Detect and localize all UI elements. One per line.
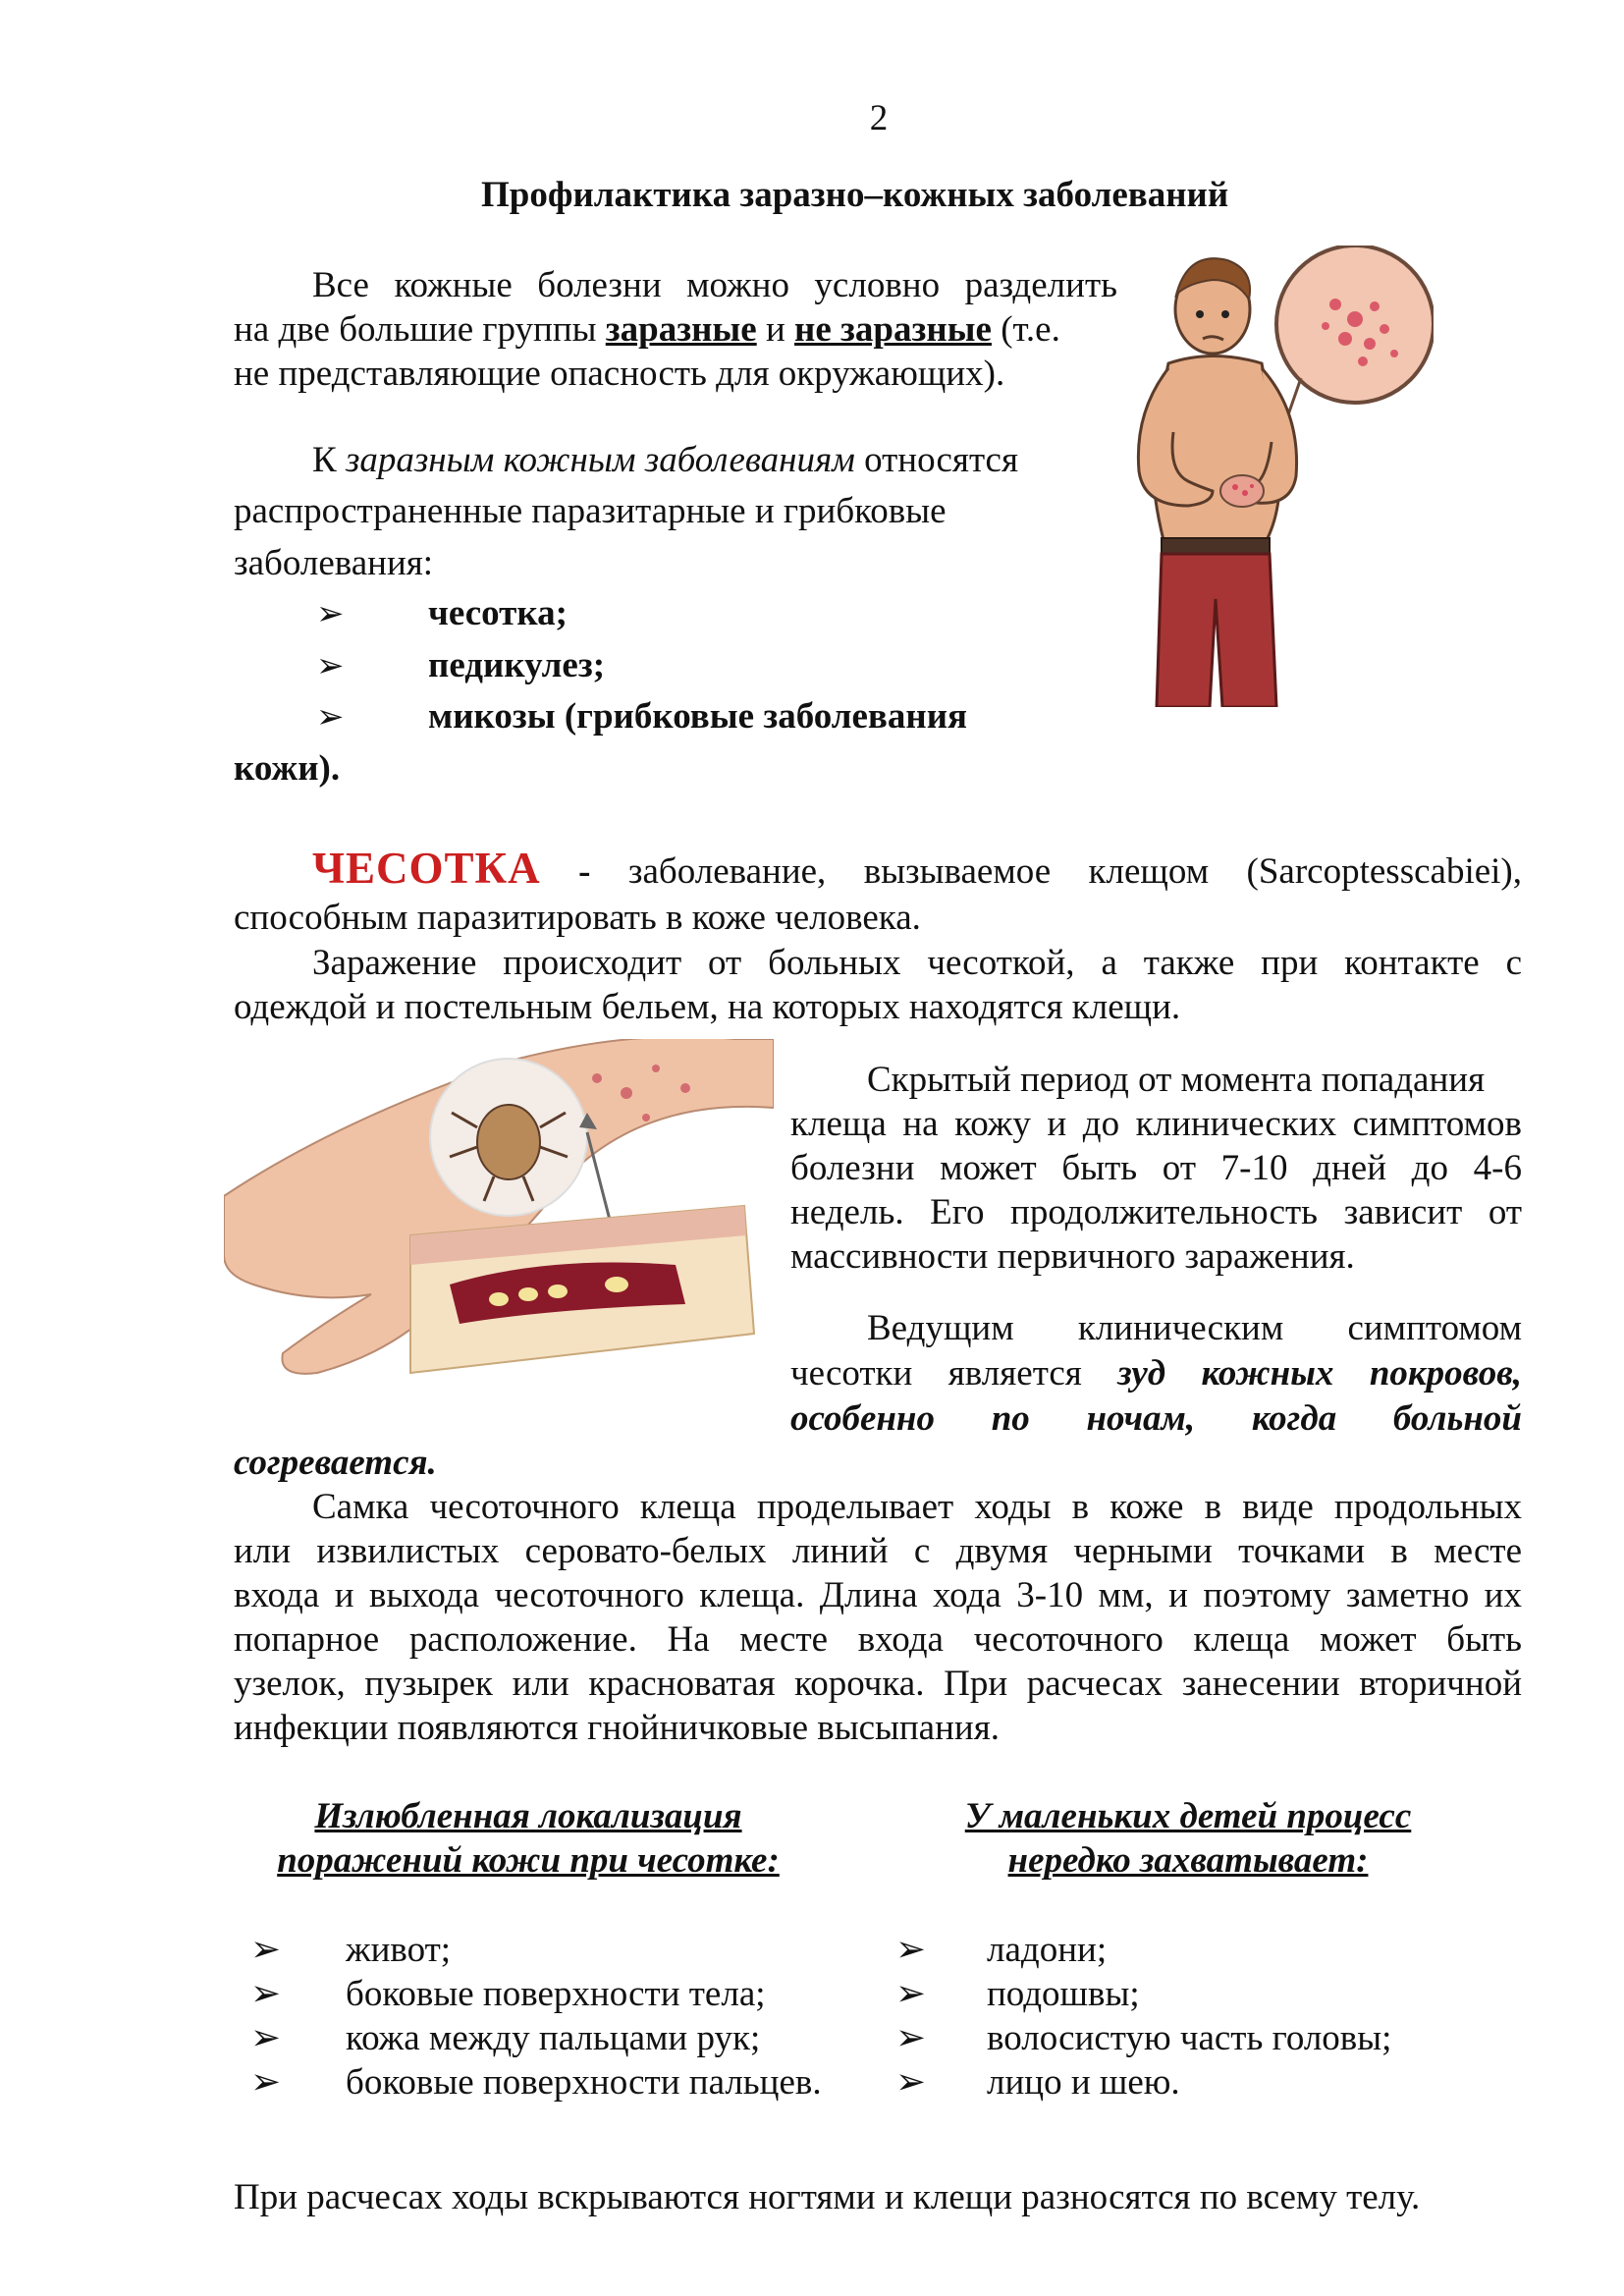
symptom-line-4: согревается. xyxy=(234,1443,437,1483)
scabies-term: ЧЕСОТКА xyxy=(312,844,541,893)
noncontagious-word: не заразные xyxy=(794,309,992,350)
female-line-6: инфекции появляются гнойничковые высыпания. xyxy=(234,1708,1000,1748)
arrow-bullet-icon: ➢ xyxy=(895,2018,927,2058)
latent-line-4: недель. Его продолжительность зависит от xyxy=(790,1192,1522,1232)
symptom-line-2: чесотки является зуд кожных покровов, xyxy=(790,1353,1522,1394)
latent-line-5: массивности первичного заражения. xyxy=(790,1236,1355,1277)
list-item: лицо и шею. xyxy=(987,2062,1180,2103)
intro-line-2: на две большие группы заразные и не заразные (т.е. xyxy=(234,309,1060,350)
female-line-2: или извилистых серовато-белых линий с двумя черными точками в месте xyxy=(234,1531,1522,1571)
contagious-word: заразные xyxy=(605,309,757,350)
symptom-line-3: особенно по ночам, когда больной xyxy=(790,1398,1522,1439)
intro2-line-2: распространенные паразитарные и грибковые xyxy=(234,491,947,531)
list-item-tail: кожи). xyxy=(234,748,341,789)
localization-header-left: Излюбленная локализация поражений кожи при чесотке: xyxy=(277,1796,780,1881)
arrow-bullet-icon: ➢ xyxy=(250,1974,282,2014)
infection-line-1: Заражение происходит от больных чесоткой, а также при контакте с xyxy=(312,943,1522,983)
arrow-bullet-icon: ➢ xyxy=(250,2062,282,2103)
symptom-line-1: Ведущим клиническим симптомом xyxy=(867,1308,1522,1348)
arrow-bullet-icon: ➢ xyxy=(316,648,345,684)
list-item: подошвы; xyxy=(987,1974,1140,2014)
arrow-bullet-icon: ➢ xyxy=(316,596,345,632)
list-item xyxy=(316,694,345,739)
arrow-bullet-icon: ➢ xyxy=(316,699,345,736)
list-item-label: педикулез; xyxy=(428,645,606,685)
list-item: боковые поверхности пальцев. xyxy=(346,2062,822,2103)
latent-line-3: болезни может быть от 7-10 дней до 4-6 xyxy=(790,1148,1522,1188)
scabies-definition-line-2: способным паразитировать в коже человека. xyxy=(234,898,921,938)
list-item: ладони; xyxy=(987,1930,1108,1970)
female-line-5: узелок, пузырек или красноватая корочка. При расчесах занесении вторичной xyxy=(234,1664,1522,1704)
intro2-line-1: К заразным кожным заболеваниям относятся xyxy=(312,440,1019,480)
man-rash-illustration xyxy=(1129,246,1434,707)
female-line-3: входа и выхода чесоточного клеща. Длина хода 3-10 мм, и поэтому заметно их xyxy=(234,1575,1522,1615)
intro-line-1: Все кожные болезни можно условно разделить xyxy=(312,265,1117,305)
list-item xyxy=(316,591,345,636)
list-item: боковые поверхности тела; xyxy=(346,1974,766,2014)
arrow-bullet-icon: ➢ xyxy=(895,1974,927,2014)
latent-line-2: клеща на кожу и до клинических симптомов xyxy=(790,1104,1522,1144)
arrow-bullet-icon: ➢ xyxy=(250,2018,282,2058)
list-item-label: чесотка; xyxy=(428,593,568,633)
final-line: При расчесах ходы вскрываются ногтями и клещи разносятся по всему телу. xyxy=(234,2177,1421,2217)
hand-mite-illustration xyxy=(224,1039,774,1393)
female-line-4: попарное расположение. На месте входа чесоточного клеща может быть xyxy=(234,1619,1522,1660)
arrow-bullet-icon: ➢ xyxy=(250,1930,282,1970)
arrow-bullet-icon: ➢ xyxy=(895,1930,927,1970)
list-item xyxy=(316,643,345,688)
latent-line-1: Скрытый период от момента попадания xyxy=(867,1060,1486,1100)
list-item: кожа между пальцами рук; xyxy=(346,2018,761,2058)
list-item: волосистую часть головы; xyxy=(987,2018,1392,2058)
female-line-1: Самка чесоточного клеща проделывает ходы в коже в виде продольных xyxy=(312,1487,1522,1527)
list-item-label: микозы (грибковые заболевания xyxy=(428,696,968,737)
arrow-bullet-icon: ➢ xyxy=(895,2062,927,2103)
localization-header-right: У маленьких детей процесс нередко захватывает: xyxy=(964,1796,1412,1881)
page-title: Профилактика заразно–кожных заболеваний xyxy=(481,175,1229,215)
page-number: 2 xyxy=(869,98,889,138)
intro-line-3: не представляющие опасность для окружающих). xyxy=(234,354,1005,394)
infection-line-2: одеждой и постельным бельем, на которых находятся клещи. xyxy=(234,987,1181,1027)
intro2-line-3: заболевания: xyxy=(234,543,434,583)
list-item: живот; xyxy=(346,1930,452,1970)
scabies-definition-line-1: ЧЕСОТКА - заболевание, вызываемое клещом (Sarcoptesscabiei), xyxy=(312,844,1523,893)
